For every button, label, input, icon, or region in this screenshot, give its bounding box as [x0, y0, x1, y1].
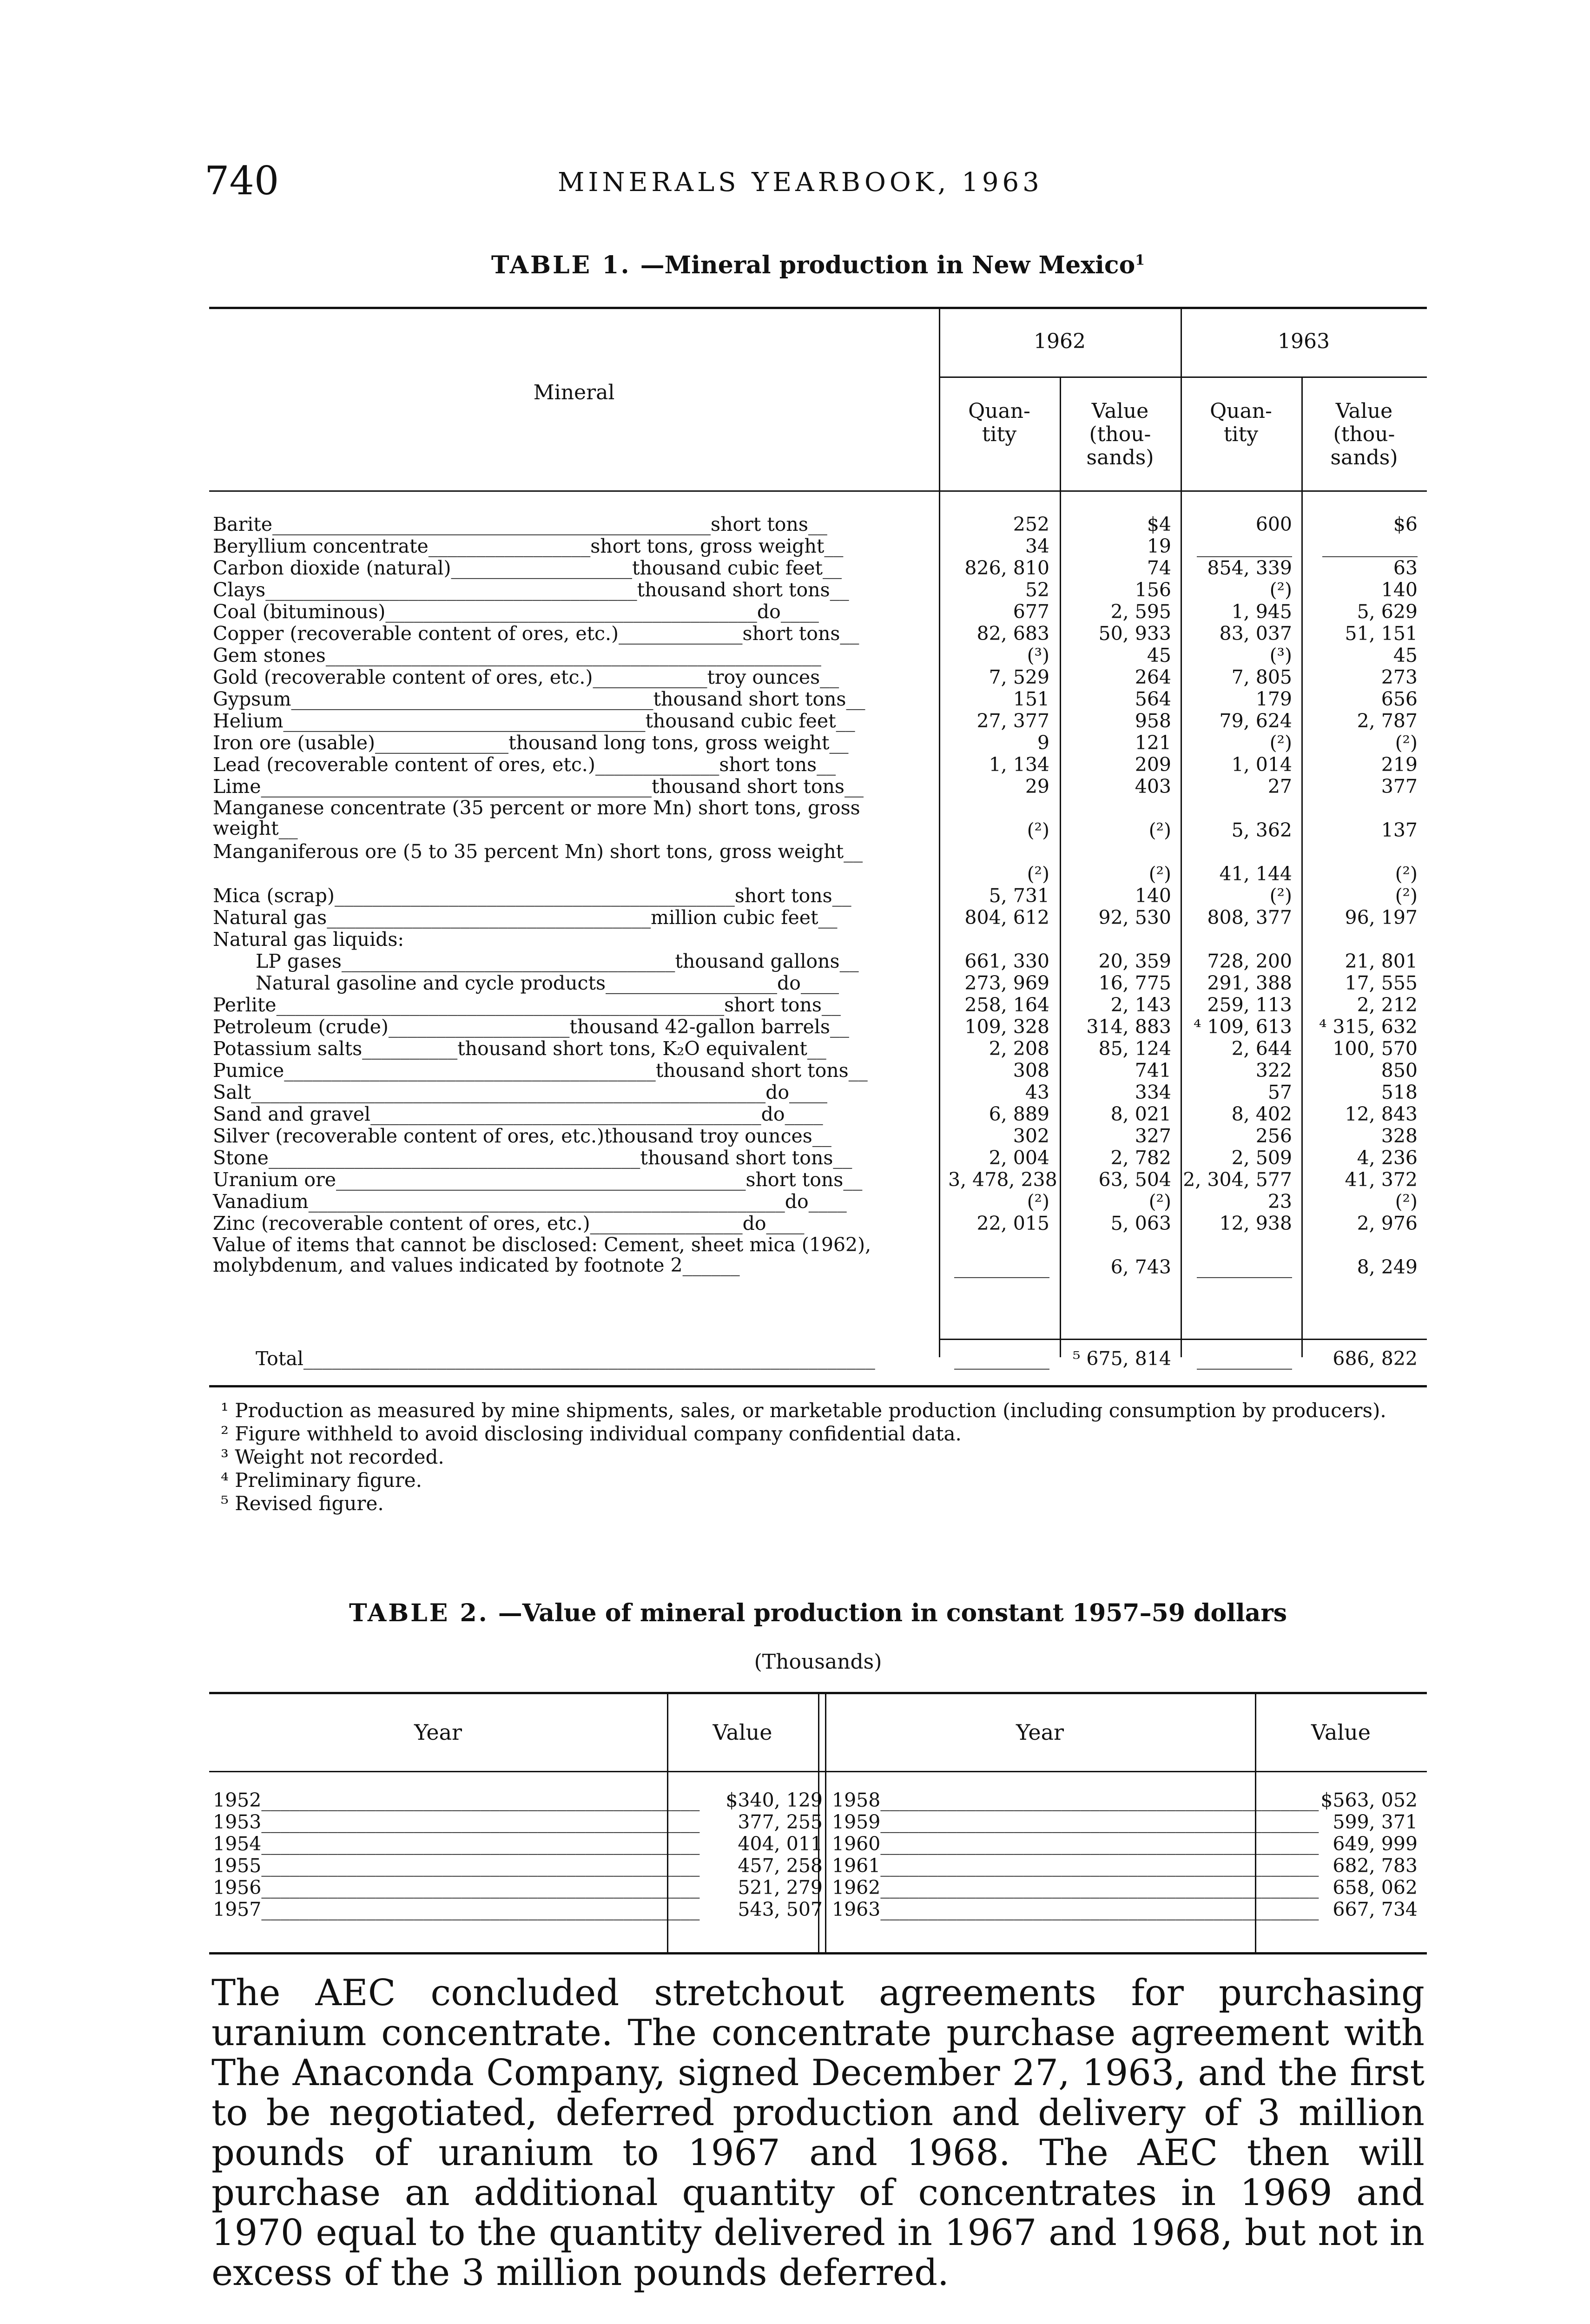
quantity-1962-cell: (²): [1027, 1190, 1049, 1213]
quantity-1962-cell: 22, 015: [976, 1212, 1049, 1235]
quantity-1963-cell: 1, 945: [1231, 601, 1292, 623]
quantity-1962-header: Quan- tity: [968, 399, 1030, 446]
value-1962-cell: 264: [1135, 666, 1171, 688]
value-1962-cell: 334: [1135, 1081, 1171, 1103]
table-row: [209, 929, 1427, 951]
value-1963-cell: 4, 236: [1357, 1147, 1418, 1169]
quantity-1962-cell: 308: [1013, 1059, 1049, 1082]
quantity-1963-cell: 2, 304, 577: [1183, 1169, 1292, 1191]
table2-label: TABLE 2.: [349, 1599, 489, 1627]
quantity-1962-cell: 1, 134: [989, 753, 1049, 776]
mineral-label: LP gases___________________________________thousand gallons__: [256, 950, 859, 972]
quantity-1963-cell: 5, 362: [1231, 819, 1292, 841]
quantity-1962-cell: (²): [1027, 863, 1049, 885]
quantity-1963-cell: 256: [1255, 1125, 1292, 1147]
quantity-1963-cell: 7, 805: [1231, 666, 1292, 688]
value-right-cell: 682, 783: [1333, 1855, 1418, 1877]
mineral-label: Zinc (recoverable content of ores, etc.)________________do____: [213, 1212, 805, 1235]
table2-title: —Value of mineral production in constant 1957–59 dollars: [498, 1599, 1287, 1627]
value-1962-cell: 403: [1135, 775, 1171, 798]
value-1963-cell: (²): [1395, 885, 1418, 907]
quantity-1963-cell: 23: [1267, 1190, 1292, 1213]
mineral-label: Pumice_______________________________________thousand short tons__: [213, 1059, 868, 1082]
value-1962-cell: 92, 530: [1098, 906, 1171, 929]
quantity-1963-cell: 259, 113: [1207, 994, 1292, 1016]
year-right-cell: 1962______________________________________________: [832, 1876, 1319, 1899]
value-1962-cell: $4: [1147, 513, 1171, 535]
table2-value-header-left: Value: [713, 1720, 772, 1745]
year-right-cell: 1958______________________________________________: [832, 1789, 1319, 1811]
value-left-cell: $340, 129: [726, 1789, 823, 1811]
value-1962-cell: 6, 743: [1110, 1256, 1171, 1278]
quantity-1963-cell: __________: [1197, 1256, 1292, 1278]
value-1963-cell: ⁴ 315, 632: [1319, 1016, 1418, 1038]
year-left-cell: 1955______________________________________________: [213, 1855, 700, 1877]
table-row: [209, 1855, 1427, 1877]
value-1962-cell: 314, 883: [1086, 1016, 1171, 1038]
table-row: [209, 885, 1427, 907]
table-row: [209, 1235, 1427, 1278]
value-right-cell: 649, 999: [1333, 1833, 1418, 1855]
quantity-1962-cell: 109, 328: [964, 1016, 1049, 1038]
mineral-label: Silver (recoverable content of ores, etc.)thousand troy ounces__: [213, 1125, 831, 1147]
table-row: [209, 951, 1427, 972]
total-value-1962: ⁵ 675, 814: [1072, 1347, 1171, 1370]
value-1962-cell: (²): [1148, 1190, 1171, 1213]
table-row: [209, 1877, 1427, 1899]
value-1963-cell: 17, 555: [1345, 972, 1418, 994]
mineral-label: Barite______________________________________________short tons__: [213, 513, 827, 535]
mineral-label: Petroleum (crude)___________________thousand 42-gallon barrels__: [213, 1016, 849, 1038]
running-title: MINERALS YEARBOOK, 1963: [558, 167, 1043, 198]
value-right-cell: 658, 062: [1333, 1876, 1418, 1899]
footnote: ⁵ Revised figure.: [221, 1492, 384, 1515]
table1-total-rule: [939, 1339, 1427, 1340]
table-row: [209, 535, 1427, 557]
quantity-1962-cell: 661, 330: [964, 950, 1049, 972]
mineral-label: Gypsum______________________________________thousand short tons__: [213, 688, 865, 710]
mineral-label: Clays_______________________________________thousand short tons__: [213, 579, 849, 601]
value-1963-cell: (²): [1395, 732, 1418, 754]
footnote: ¹ Production as measured by mine shipments, sales, or marketable production (including consumption by producers).: [221, 1399, 1386, 1422]
quantity-1962-cell: 29: [1025, 775, 1049, 798]
footnote: ² Figure withheld to avoid disclosing individual company confidential data.: [221, 1422, 962, 1445]
table-row: [209, 1060, 1427, 1082]
table2-year-header-left: Year: [414, 1720, 462, 1745]
quantity-1962-cell: 52: [1025, 579, 1049, 601]
value-1962-cell: (²): [1148, 863, 1171, 885]
table-row: [209, 688, 1427, 710]
quantity-1962-cell: 302: [1013, 1125, 1049, 1147]
quantity-1963-cell: 322: [1255, 1059, 1292, 1082]
mineral-label: Value of items that cannot be disclosed: Cement, sheet mica (1962), molybdenum, and values indicated by footnote 2______: [213, 1234, 871, 1276]
quantity-1963-cell: 83, 037: [1219, 622, 1292, 645]
page-number: 740: [205, 158, 279, 204]
quantity-1963-cell: (³): [1269, 644, 1292, 667]
value-1962-header: Value (thou- sands): [1086, 399, 1154, 469]
value-1963-cell: 5, 629: [1357, 601, 1418, 623]
value-1963-cell: 51, 151: [1345, 622, 1418, 645]
quantity-1962-cell: 43: [1025, 1081, 1049, 1103]
mineral-label: Gem stones____________________________________________________: [213, 644, 821, 667]
table-row: [209, 645, 1427, 667]
mineral-label: Copper (recoverable content of ores, etc.)_____________short tons__: [213, 622, 859, 645]
value-left-cell: 521, 279: [738, 1876, 823, 1899]
year-right-cell: 1963______________________________________________: [832, 1898, 1319, 1921]
quantity-1963-cell: 728, 200: [1207, 950, 1292, 972]
mineral-label: Manganiferous ore (5 to 35 percent Mn) short tons, gross weight__: [213, 840, 863, 863]
table-row: [209, 776, 1427, 798]
quantity-1962-cell: 82, 683: [976, 622, 1049, 645]
table-row: [209, 1103, 1427, 1125]
table-row: [209, 1169, 1427, 1191]
value-1962-cell: 140: [1135, 885, 1171, 907]
value-1962-cell: 2, 595: [1110, 601, 1171, 623]
value-1963-cell: 8, 249: [1357, 1256, 1418, 1278]
mineral-label: Lime_________________________________________thousand short tons__: [213, 775, 864, 798]
table-row: [209, 1016, 1427, 1038]
table-row: [209, 841, 1427, 885]
table1-footnotes: [211, 1399, 1420, 1515]
total-quantity-1963: __________: [1197, 1347, 1292, 1370]
mineral-label: Mica (scrap)__________________________________________short tons__: [213, 885, 851, 907]
year-right-cell: 1959______________________________________________: [832, 1811, 1319, 1833]
mineral-label: Beryllium concentrate_________________short tons, gross weight__: [213, 535, 844, 557]
quantity-1962-cell: 3, 478, 238: [948, 1169, 1057, 1191]
value-1963-cell: 850: [1381, 1059, 1418, 1082]
table-row: [209, 623, 1427, 645]
table2-body: [209, 1789, 1427, 1921]
value-right-cell: $563, 052: [1320, 1789, 1418, 1811]
table-row: [209, 1833, 1427, 1855]
quantity-1963-cell: 1, 014: [1231, 753, 1292, 776]
value-1963-cell: 140: [1381, 579, 1418, 601]
table1-header-rule: [209, 490, 1427, 492]
table-row: [209, 798, 1427, 841]
quantity-1963-cell: 2, 509: [1231, 1147, 1292, 1169]
quantity-1963-cell: 41, 144: [1219, 863, 1292, 885]
value-right-cell: 667, 734: [1333, 1898, 1418, 1921]
table-row: [209, 667, 1427, 688]
table-row: [209, 1191, 1427, 1213]
table-row: [209, 601, 1427, 623]
value-1962-cell: 63, 504: [1098, 1169, 1171, 1191]
quantity-1962-cell: 258, 164: [964, 994, 1049, 1016]
value-1963-cell: 328: [1381, 1125, 1418, 1147]
table-row: [209, 1038, 1427, 1060]
mineral-label: Helium______________________________________thousand cubic feet__: [213, 710, 855, 732]
year-left-cell: 1954______________________________________________: [213, 1833, 700, 1855]
quantity-1963-cell: 2, 644: [1231, 1037, 1292, 1060]
value-1962-cell: 45: [1147, 644, 1171, 667]
year-left-cell: 1953______________________________________________: [213, 1811, 700, 1833]
value-1963-cell: 656: [1381, 688, 1418, 710]
quantity-1962-cell: 27, 377: [976, 710, 1049, 732]
quantity-1963-cell: 8, 402: [1231, 1103, 1292, 1125]
quantity-1962-cell: 2, 004: [989, 1147, 1049, 1169]
quantity-1963-cell: 12, 938: [1219, 1212, 1292, 1235]
table-row: [209, 579, 1427, 601]
table-row: [209, 1125, 1427, 1147]
value-1963-cell: 45: [1393, 644, 1418, 667]
value-1962-cell: 19: [1147, 535, 1171, 557]
value-1963-cell: 377: [1381, 775, 1418, 798]
value-1962-cell: 327: [1135, 1125, 1171, 1147]
total-quantity-1962: __________: [954, 1347, 1049, 1370]
mineral-label: Natural gasoline and cycle products__________________do____: [256, 972, 839, 994]
table1-caption: [209, 251, 1427, 279]
quantity-1962-cell: 677: [1013, 601, 1049, 623]
quantity-1962-cell: 804, 612: [964, 906, 1049, 929]
year-1962-header: 1962: [1034, 330, 1086, 353]
table-row: [209, 1147, 1427, 1169]
quantity-1962-cell: 7, 529: [989, 666, 1049, 688]
table-row: [209, 972, 1427, 994]
value-1963-cell: 137: [1381, 819, 1418, 841]
table-row: [209, 710, 1427, 732]
value-1962-cell: 16, 775: [1098, 972, 1171, 994]
value-left-cell: 543, 507: [738, 1898, 823, 1921]
value-1963-cell: 219: [1381, 753, 1418, 776]
mineral-label: Lead (recoverable content of ores, etc.)_____________short tons__: [213, 753, 836, 776]
mineral-label: Natural gas__________________________________million cubic feet__: [213, 906, 838, 929]
table-row: [209, 1899, 1427, 1921]
quantity-1962-cell: 34: [1025, 535, 1049, 557]
value-1963-header: Value (thou- sands): [1330, 399, 1398, 469]
table1-label: TABLE 1.: [491, 251, 631, 279]
value-1962-cell: 156: [1135, 579, 1171, 601]
value-1963-cell: 518: [1381, 1081, 1418, 1103]
mineral-label: Manganese concentrate (35 percent or more Mn) short tons, gross weight__: [213, 797, 860, 839]
body-paragraph: The AEC concluded stretchout agreements for purchasing uranium concentrate. The concentrate purchase agreement with The Anaconda Company, signed December 27, 1963, and the first to be negotiated, deferred production and delivery of 3 million pounds of uranium to 1967 and 1968. The AEC then will purchase an additional quantity of concentrates in 1969 and 1970 equal to the quantity delivered in 1967 and 1968, but not in excess of the 3 million pounds deferred.: [211, 1972, 1425, 2294]
quantity-1962-cell: 6, 889: [989, 1103, 1049, 1125]
mineral-label: Iron ore (usable)______________thousand long tons, gross weight__: [213, 732, 849, 754]
year-left-cell: 1952______________________________________________: [213, 1789, 700, 1811]
table1-total-row: [209, 1348, 1427, 1370]
quantity-1963-cell: 854, 339: [1207, 557, 1292, 579]
quantity-1963-cell: (²): [1269, 579, 1292, 601]
value-1962-cell: 74: [1147, 557, 1171, 579]
quantity-1963-cell: 179: [1255, 688, 1292, 710]
table-row: [209, 732, 1427, 754]
value-1962-cell: 5, 063: [1110, 1212, 1171, 1235]
value-right-cell: 599, 371: [1333, 1811, 1418, 1833]
mineral-label: Carbon dioxide (natural)___________________thousand cubic feet__: [213, 557, 842, 579]
quantity-1962-cell: 151: [1013, 688, 1049, 710]
value-1962-cell: 2, 143: [1110, 994, 1171, 1016]
value-1963-cell: 2, 976: [1357, 1212, 1418, 1235]
year-right-cell: 1961______________________________________________: [832, 1855, 1319, 1877]
table1-top-rule: [209, 307, 1427, 309]
table-row: [209, 754, 1427, 776]
value-1963-cell: 2, 212: [1357, 994, 1418, 1016]
quantity-1962-cell: (³): [1027, 644, 1049, 667]
quantity-1963-header: Quan- tity: [1210, 399, 1272, 446]
mineral-label: Potassium salts__________thousand short tons, K₂O equivalent__: [213, 1037, 826, 1060]
quantity-1963-cell: 57: [1267, 1081, 1292, 1103]
value-1963-cell: 100, 570: [1333, 1037, 1418, 1060]
quantity-1962-cell: __________: [954, 1256, 1049, 1278]
value-1963-cell: (²): [1395, 1190, 1418, 1213]
mineral-label: Vanadium__________________________________________________do____: [213, 1190, 847, 1213]
quantity-1963-cell: 27: [1267, 775, 1292, 798]
quantity-1962-cell: (²): [1027, 819, 1049, 841]
quantity-1963-cell: (²): [1269, 885, 1292, 907]
value-1962-cell: 85, 124: [1098, 1037, 1171, 1060]
year-right-cell: 1960______________________________________________: [832, 1833, 1319, 1855]
quantity-1962-cell: 273, 969: [964, 972, 1049, 994]
table1-bottom-rule: [209, 1385, 1427, 1387]
table-row: [209, 514, 1427, 535]
table2-caption: [209, 1599, 1427, 1627]
value-1962-cell: 8, 021: [1110, 1103, 1171, 1125]
value-1963-cell: 63: [1393, 557, 1418, 579]
mineral-header: Mineral: [533, 381, 615, 404]
value-1962-cell: 121: [1135, 732, 1171, 754]
table-row: [209, 557, 1427, 579]
table1-body: [209, 514, 1427, 1278]
table2-bottom-rule: [209, 1952, 1427, 1954]
quantity-1963-cell: ⁴ 109, 613: [1193, 1016, 1292, 1038]
value-1962-cell: 50, 933: [1098, 622, 1171, 645]
quantity-1963-cell: __________: [1197, 535, 1292, 557]
mineral-label: Natural gas liquids:: [213, 928, 404, 951]
quantity-1963-cell: 600: [1255, 513, 1292, 535]
value-1962-cell: 564: [1135, 688, 1171, 710]
table2-value-header-right: Value: [1311, 1720, 1371, 1745]
table1-title-footnote: 1: [1135, 252, 1145, 269]
table-row: [209, 994, 1427, 1016]
year-left-cell: 1957______________________________________________: [213, 1898, 700, 1921]
running-head: [205, 158, 1413, 214]
table-row: [209, 907, 1427, 929]
table-row: [209, 1213, 1427, 1235]
quantity-1962-cell: 9: [1037, 732, 1049, 754]
value-1963-cell: __________: [1322, 535, 1418, 557]
value-1963-cell: 21, 801: [1345, 950, 1418, 972]
year-left-cell: 1956______________________________________________: [213, 1876, 700, 1899]
quantity-1963-cell: 79, 624: [1219, 710, 1292, 732]
table-row: [209, 1789, 1427, 1811]
mineral-label: Salt______________________________________________________do____: [213, 1081, 828, 1103]
value-1962-cell: 958: [1135, 710, 1171, 732]
quantity-1963-cell: 291, 388: [1207, 972, 1292, 994]
value-1963-cell: 2, 787: [1357, 710, 1418, 732]
quantity-1963-cell: 808, 377: [1207, 906, 1292, 929]
quantity-1962-cell: 2, 208: [989, 1037, 1049, 1060]
value-1963-cell: 96, 197: [1345, 906, 1418, 929]
value-1962-cell: 2, 782: [1110, 1147, 1171, 1169]
value-1963-cell: 12, 843: [1345, 1103, 1418, 1125]
year-1963-header: 1963: [1278, 330, 1330, 353]
quantity-1962-cell: 826, 810: [964, 557, 1049, 579]
quantity-1963-cell: (²): [1269, 732, 1292, 754]
value-1963-cell: 273: [1381, 666, 1418, 688]
quantity-1962-cell: 252: [1013, 513, 1049, 535]
total-value-1963: 686, 822: [1333, 1347, 1418, 1370]
mineral-label: Sand and gravel_________________________________________do____: [213, 1103, 823, 1125]
footnote: ⁴ Preliminary figure.: [221, 1469, 422, 1492]
mineral-label: Coal (bituminous)_______________________________________do____: [213, 601, 819, 623]
table-row: [209, 1082, 1427, 1103]
value-1963-cell: $6: [1393, 513, 1418, 535]
value-1962-cell: 741: [1135, 1059, 1171, 1082]
mineral-label: Stone_______________________________________thousand short tons__: [213, 1147, 852, 1169]
quantity-1962-cell: 5, 731: [989, 885, 1049, 907]
mineral-label: Perlite_______________________________________________short tons__: [213, 994, 841, 1016]
value-left-cell: 377, 255: [738, 1811, 823, 1833]
mineral-label: Gold (recoverable content of ores, etc.)____________troy ounces__: [213, 666, 839, 688]
value-1963-cell: (²): [1395, 863, 1418, 885]
table2-subtitle: (Thousands): [754, 1650, 882, 1674]
value-1962-cell: 209: [1135, 753, 1171, 776]
value-left-cell: 404, 011: [738, 1833, 823, 1855]
value-1962-cell: 20, 359: [1098, 950, 1171, 972]
value-1962-cell: (²): [1148, 819, 1171, 841]
table1-year-rule: [939, 376, 1427, 378]
table2-year-header-right: Year: [1016, 1720, 1064, 1745]
total-label: Total____________________________________________________________: [256, 1347, 875, 1370]
table1-title: —Mineral production in New Mexico: [640, 251, 1135, 279]
mineral-label: Uranium ore___________________________________________short tons__: [213, 1169, 863, 1191]
footnote: ³ Weight not recorded.: [221, 1446, 444, 1468]
value-1963-cell: 41, 372: [1345, 1169, 1418, 1191]
value-left-cell: 457, 258: [738, 1855, 823, 1877]
table-row: [209, 1811, 1427, 1833]
